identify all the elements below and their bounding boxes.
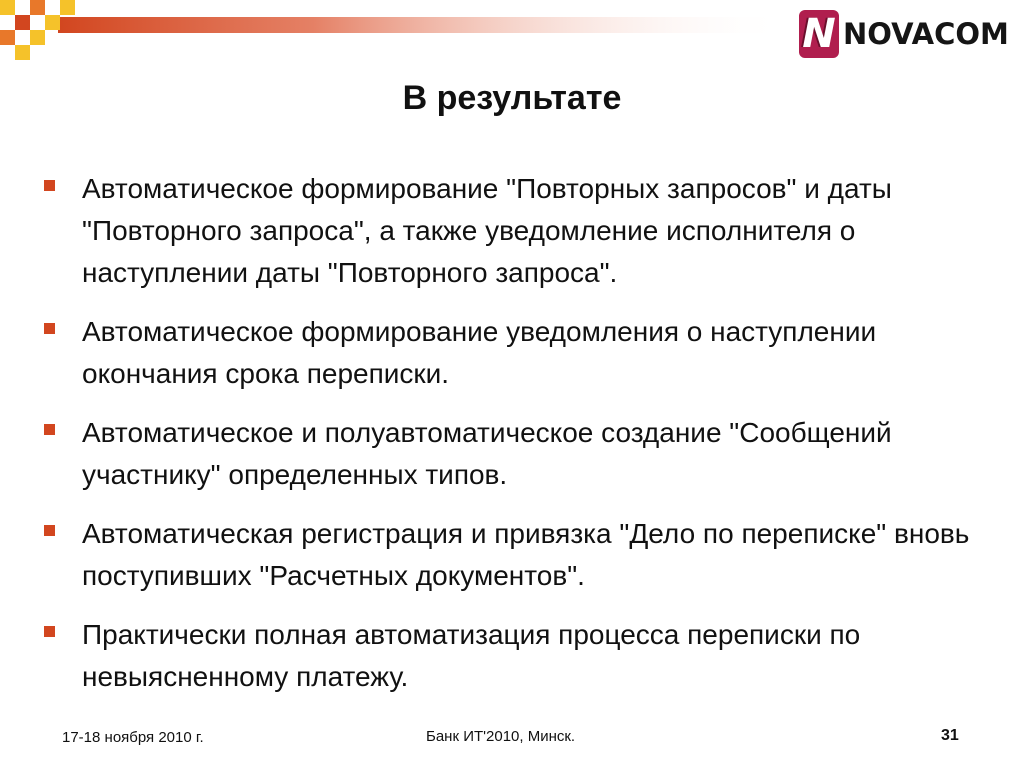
square-bullet-icon <box>44 424 55 435</box>
bullet-list <box>44 168 1004 715</box>
square-bullet-icon <box>44 525 55 536</box>
bullet-text: Автоматическое и полуавтоматическое создание "Сообщений участнику" определенных типов. <box>82 417 892 490</box>
bullet-item <box>44 311 1004 395</box>
logo-mark <box>799 10 839 58</box>
bullet-text: Автоматическая регистрация и привязка "Дело по переписке" вновь поступивших "Расчетных документов". <box>82 518 970 591</box>
bullet-text: Практически полная автоматизация процесса переписки по невыясненному платежу. <box>82 619 861 692</box>
bullet-item <box>44 614 1004 698</box>
logo-mark-letter: N <box>802 11 836 57</box>
footer-event: Банк ИТ'2010, Минск. <box>426 728 576 745</box>
square-bullet-icon <box>44 626 55 637</box>
square-bullet-icon <box>44 323 55 334</box>
slide-number: 31 <box>941 727 959 744</box>
novacom-logo <box>799 8 1009 60</box>
bullet-text: Автоматическое формирование "Повторных запросов" и даты "Повторного запроса", а также уведомление исполнителя о наступлении даты "Повторного запроса". <box>82 173 892 288</box>
bullet-item <box>44 412 1004 496</box>
bullet-item <box>44 168 1004 294</box>
logo-text: NOVACOM <box>843 17 1009 51</box>
bullet-text: Автоматическое формирование уведомления о наступлении окончания срока переписки. <box>82 316 877 389</box>
square-bullet-icon <box>44 180 55 191</box>
bullet-item <box>44 513 1004 597</box>
footer-date: 17-18 ноября 2010 г. <box>62 729 204 746</box>
slide-title: В результате <box>402 79 622 117</box>
